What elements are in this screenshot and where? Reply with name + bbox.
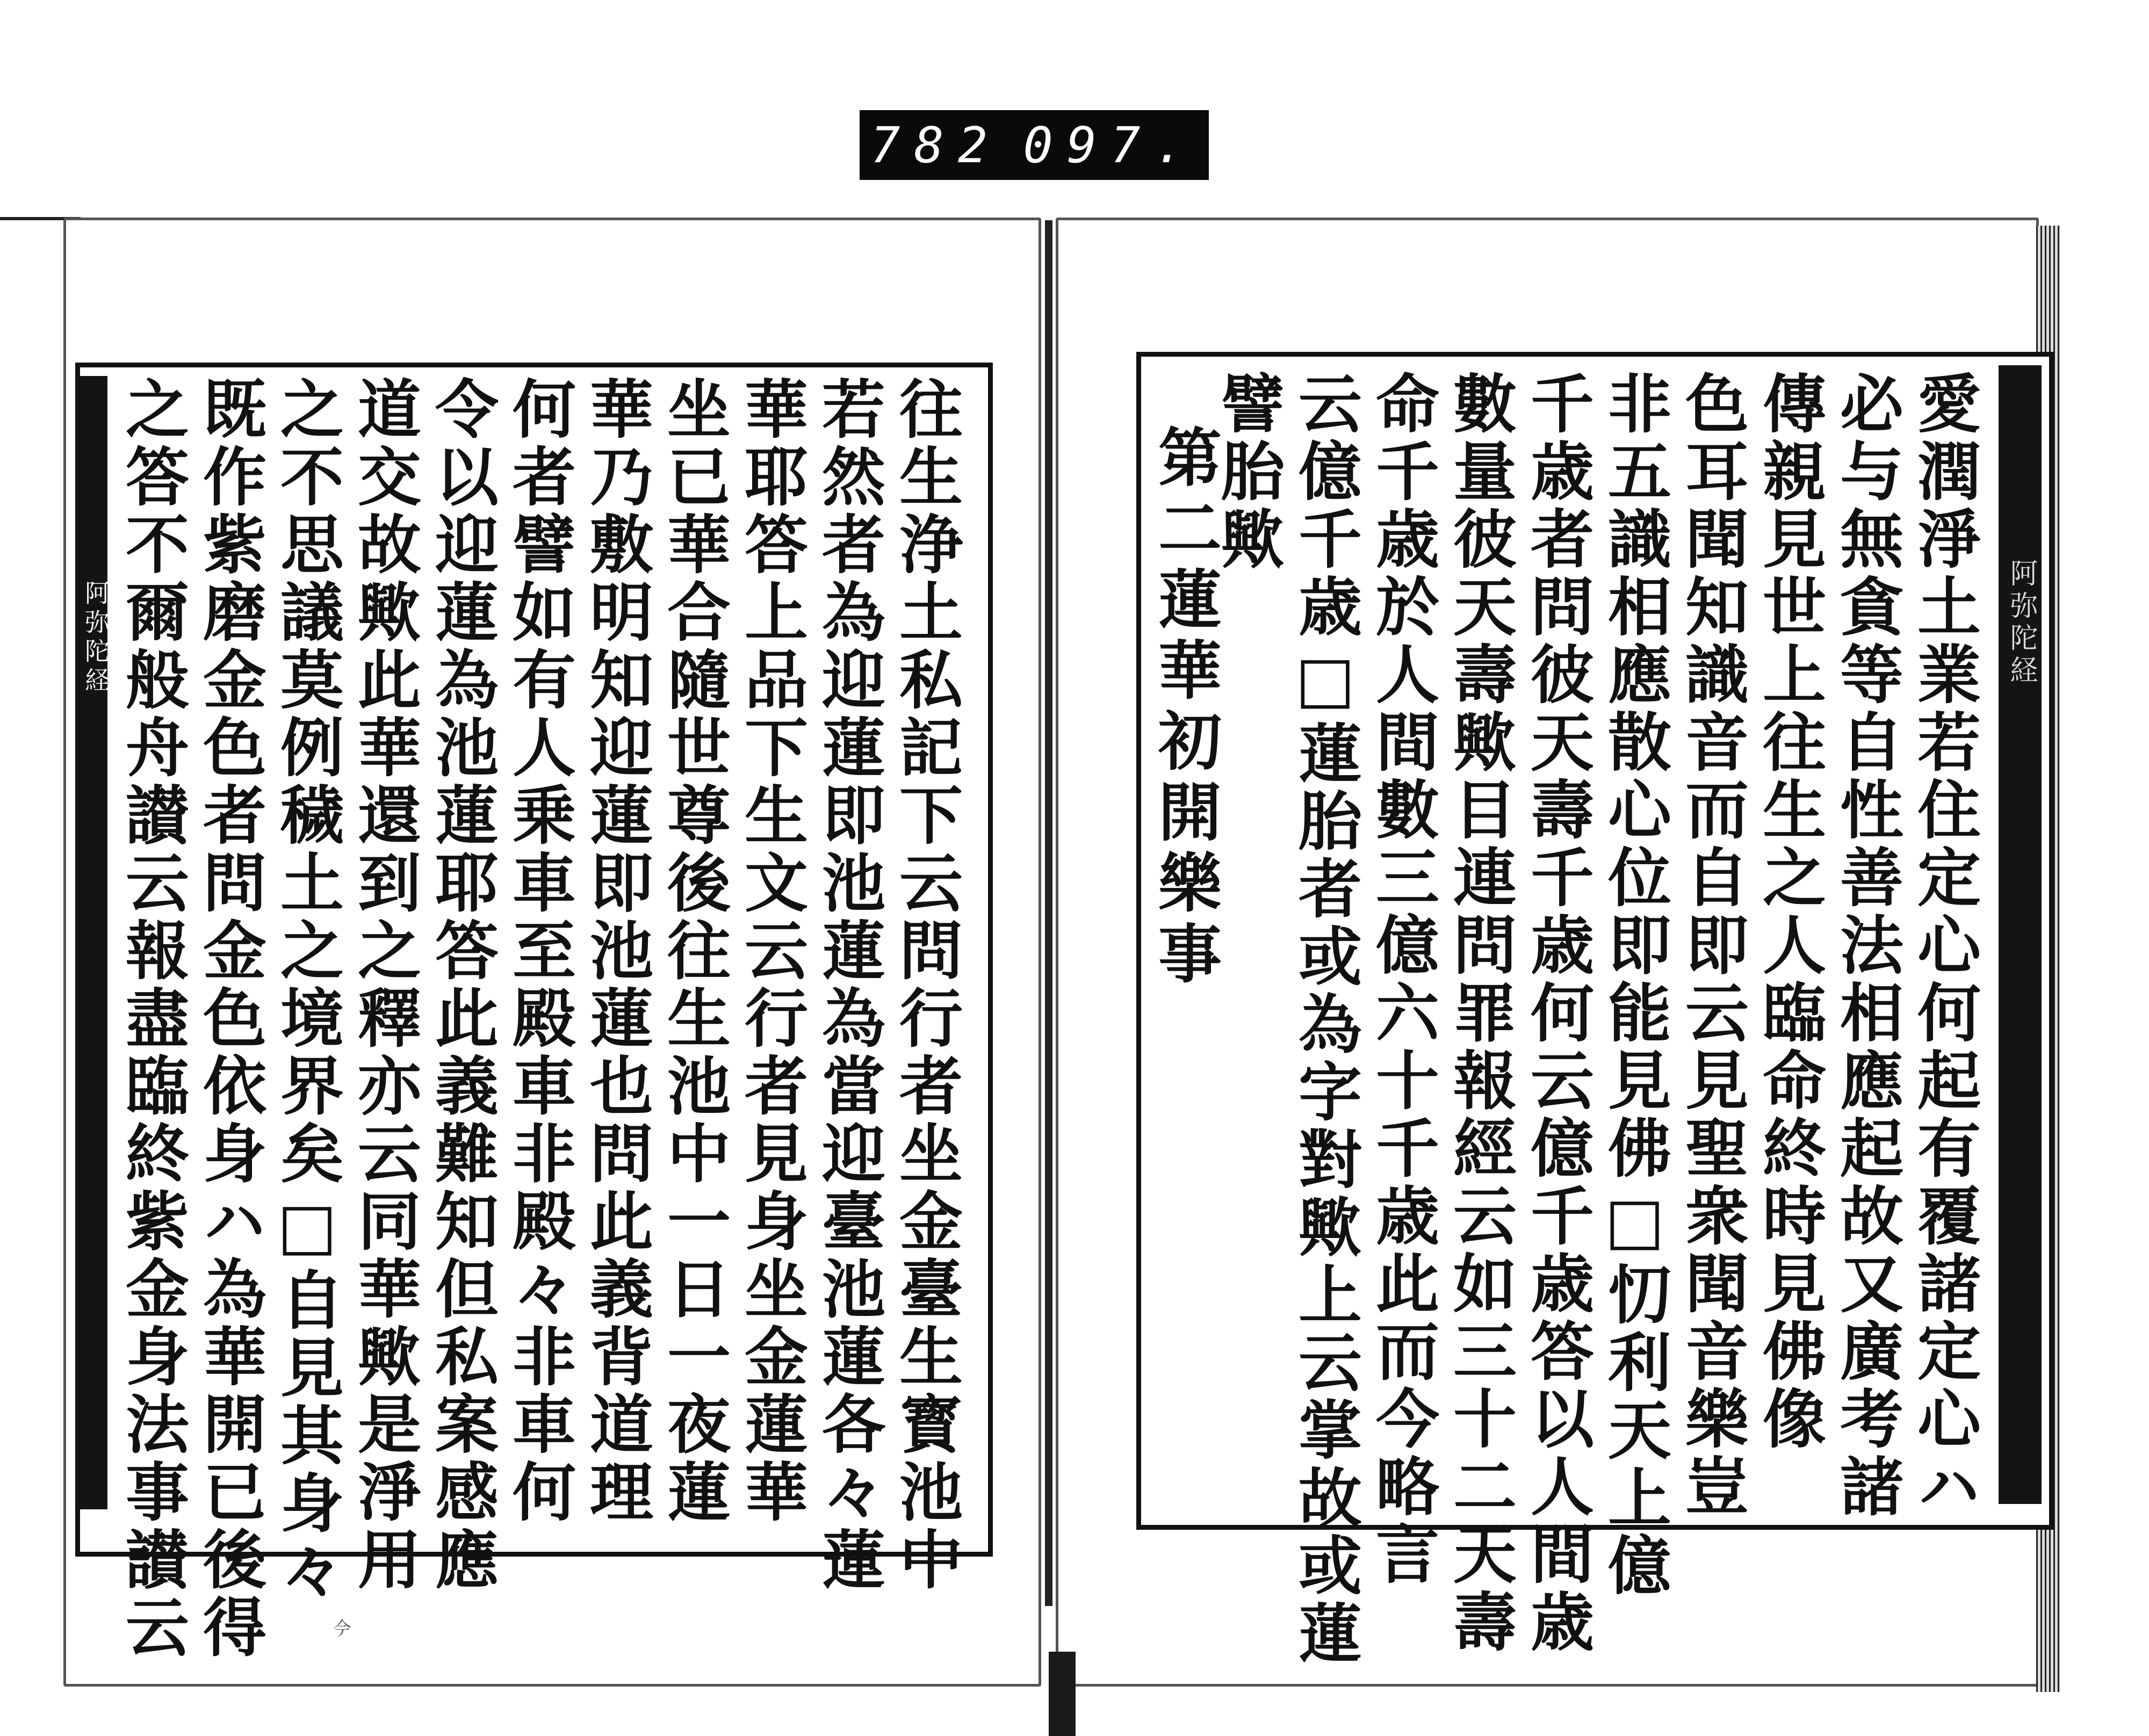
book-gutter bbox=[1045, 220, 1052, 1606]
text-line: 既作紫磨金色者問金色依身ハ為華開已後得 bbox=[192, 376, 267, 1662]
left-side-band bbox=[75, 376, 107, 1509]
chapter-heading: 第二蓮華初開樂事 bbox=[1148, 424, 1222, 992]
text-line: 命千歳於人間數三億六十千歳此而今略言 bbox=[1365, 371, 1440, 1589]
text-line: 若然者為迎蓮即池蓮為當迎臺池蓮各々蓮 bbox=[811, 376, 886, 1594]
catalog-number-right: 097. bbox=[1023, 116, 1198, 174]
text-line: 令以迎蓮為池蓮耶答此義難知但私案感應 bbox=[424, 376, 499, 1594]
text-line: 道交故歟此華還到之釋亦云同華歟是淨用 bbox=[347, 376, 422, 1594]
text-line: 傳親見世上往生之人臨命終時見佛像 bbox=[1752, 371, 1827, 1453]
text-line: 色耳聞知識音而自即云見聖衆聞音樂豈 bbox=[1675, 371, 1749, 1521]
text-line: 坐已華合隨世尊後往生池中一日一夜蓮 bbox=[657, 376, 731, 1527]
text-line: 何者譬如有人乗車至殿車非殿々非車何 bbox=[502, 376, 576, 1527]
gutter-foot bbox=[1049, 1652, 1076, 1736]
right-side-band bbox=[1999, 365, 2042, 1504]
text-line: 非五識相應散心位即能見佛□忉利天上億 bbox=[1597, 371, 1672, 1600]
left-running-title: 阿弥陀経 bbox=[81, 580, 110, 696]
text-line: 云億千歳□蓮胎者或為字對歟上云掌故或蓮 bbox=[1288, 371, 1362, 1668]
right-running-title: 阿弥陀経 bbox=[2005, 559, 2037, 688]
text-line: 千歳者問彼天壽千歳何云億千歳答以人間歳 bbox=[1520, 371, 1595, 1657]
catalog-number-left: 782 bbox=[870, 116, 1002, 174]
text-line: 之不思議莫例穢土之境界矣□自見其身々 bbox=[270, 376, 344, 1605]
right-page-text bbox=[1203, 371, 1982, 1668]
page-marker: 𫝆 bbox=[333, 1618, 351, 1640]
text-line: 之答不爾般舟讃云報盡臨終紫金身法事讃云 bbox=[115, 376, 190, 1662]
text-line: 華乃敷明知迎蓮即池蓮也問此義背道理 bbox=[579, 376, 654, 1527]
text-line: 譬胎歟 bbox=[1210, 371, 1285, 574]
text-line: 數量彼天壽歟目連問罪報經云如三十二天壽 bbox=[1443, 371, 1517, 1657]
text-line: 往生浄土私記下云問行者坐金臺生寳池中 bbox=[889, 376, 963, 1594]
left-page-text bbox=[115, 376, 964, 1662]
text-line: 必与無貪等自性善法相應起故又廣考諸 bbox=[1829, 371, 1904, 1521]
text-line: 愛潤淨土業若住定心何起有覆諸定心ハ bbox=[1907, 371, 1981, 1521]
text-line: 華耶答上品下生文云行者見身坐金蓮華 bbox=[734, 376, 809, 1527]
catalog-label bbox=[860, 110, 1209, 180]
